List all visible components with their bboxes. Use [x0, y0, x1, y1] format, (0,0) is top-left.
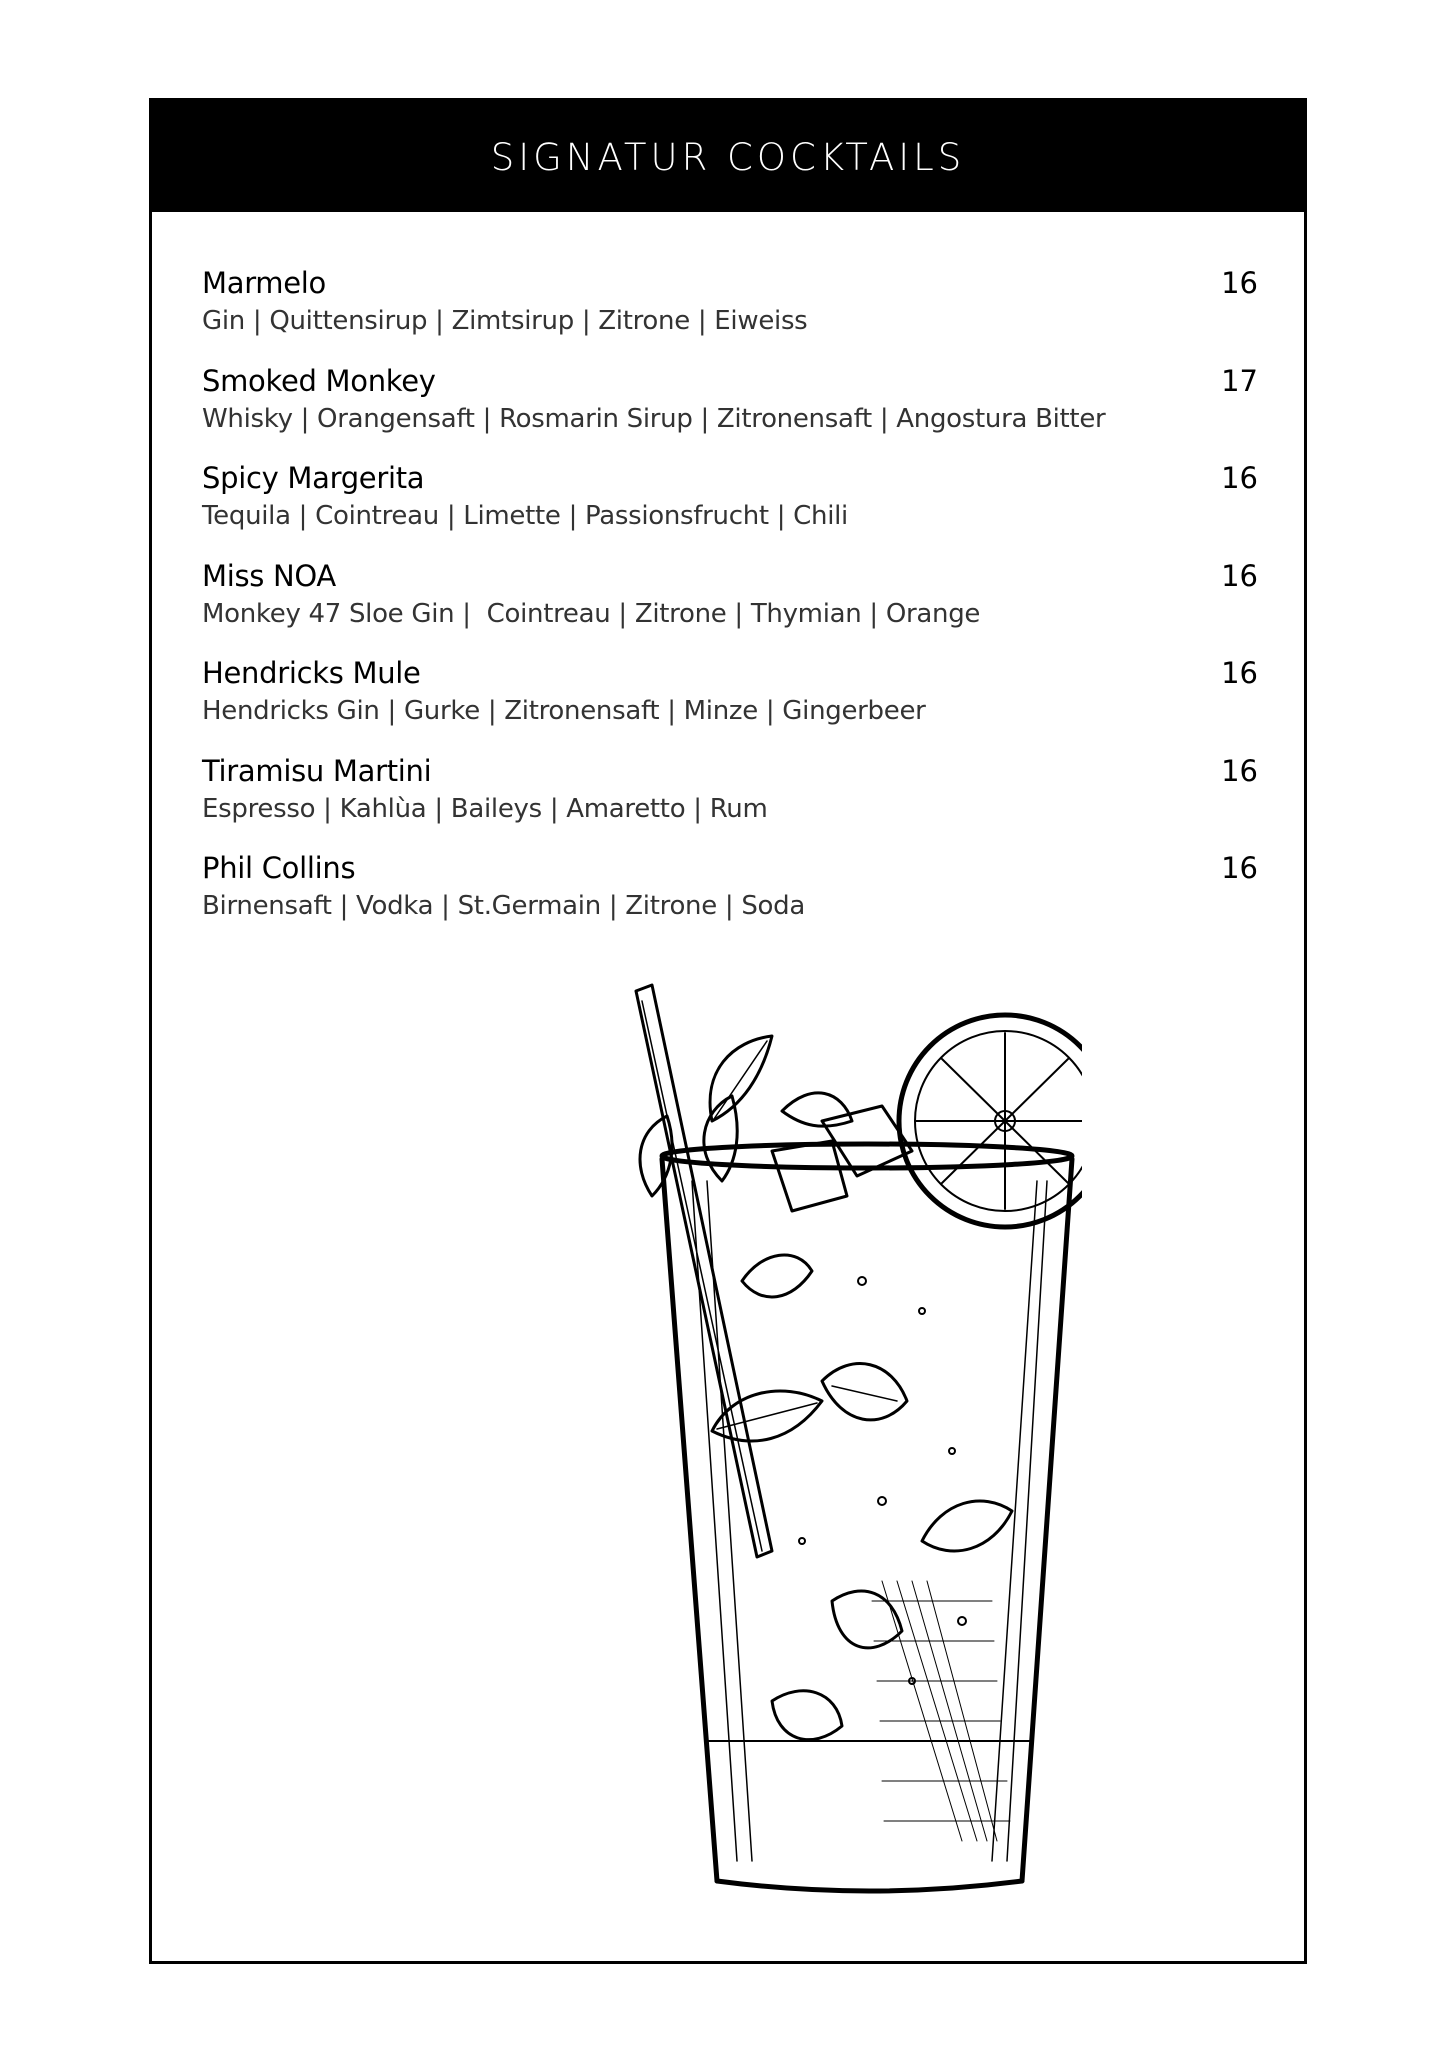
menu-card: [149, 98, 1307, 1964]
cocktail-item: [202, 751, 1258, 849]
cocktail-name: Smoked Monkey: [202, 363, 436, 398]
cocktail-name: Hendricks Mule: [202, 656, 421, 690]
cocktail-ingredients: Hendricks Gin | Gurke | Zitronensaft | Minze | Gingerbeer: [202, 696, 926, 726]
cocktail-name: Spicy Margerita: [202, 461, 425, 495]
cocktail-ingredients: Espresso | Kahlùa | Baileys | Amaretto | Rum: [202, 793, 768, 824]
cocktail-price: 16: [1221, 266, 1258, 300]
cocktail-price: 16: [1221, 461, 1258, 495]
cocktail-ingredients: Birnensaft | Vodka | St.Germain | Zitrone | Soda: [202, 891, 805, 921]
menu-title: SIGNATUR COCKTAILS: [490, 136, 966, 179]
cocktail-name: Miss NOA: [202, 558, 336, 593]
cocktail-item: [202, 848, 1258, 946]
cocktail-name: Marmelo: [202, 266, 326, 300]
cocktail-price: 17: [1221, 363, 1258, 398]
cocktail-item: [202, 263, 1258, 361]
cocktail-ingredients: Monkey 47 Sloe Gin | Cointreau | Zitrone | Thymian | Orange: [202, 598, 981, 629]
cocktail-item: [202, 458, 1258, 556]
cocktail-name: Tiramisu Martini: [202, 753, 432, 788]
cocktail-item: [202, 556, 1258, 654]
cocktail-list: [202, 263, 1258, 946]
cocktail-name: Phil Collins: [202, 851, 356, 885]
cocktail-item: [202, 653, 1258, 751]
cocktail-item: [202, 361, 1258, 459]
cocktail-glass-illustration-icon: [622, 981, 1082, 1901]
cocktail-ingredients: Whisky | Orangensaft | Rosmarin Sirup | Zitronensaft | Angostura Bitter: [202, 403, 1106, 434]
cocktail-ingredients: Tequila | Cointreau | Limette | Passionsfrucht | Chili: [202, 501, 848, 531]
cocktail-price: 16: [1221, 558, 1258, 593]
cocktail-price: 16: [1221, 851, 1258, 885]
cocktail-price: 16: [1221, 753, 1258, 788]
cocktail-price: 16: [1221, 656, 1258, 690]
menu-header: [152, 101, 1304, 212]
cocktail-ingredients: Gin | Quittensirup | Zimtsirup | Zitrone | Eiweiss: [202, 306, 808, 336]
